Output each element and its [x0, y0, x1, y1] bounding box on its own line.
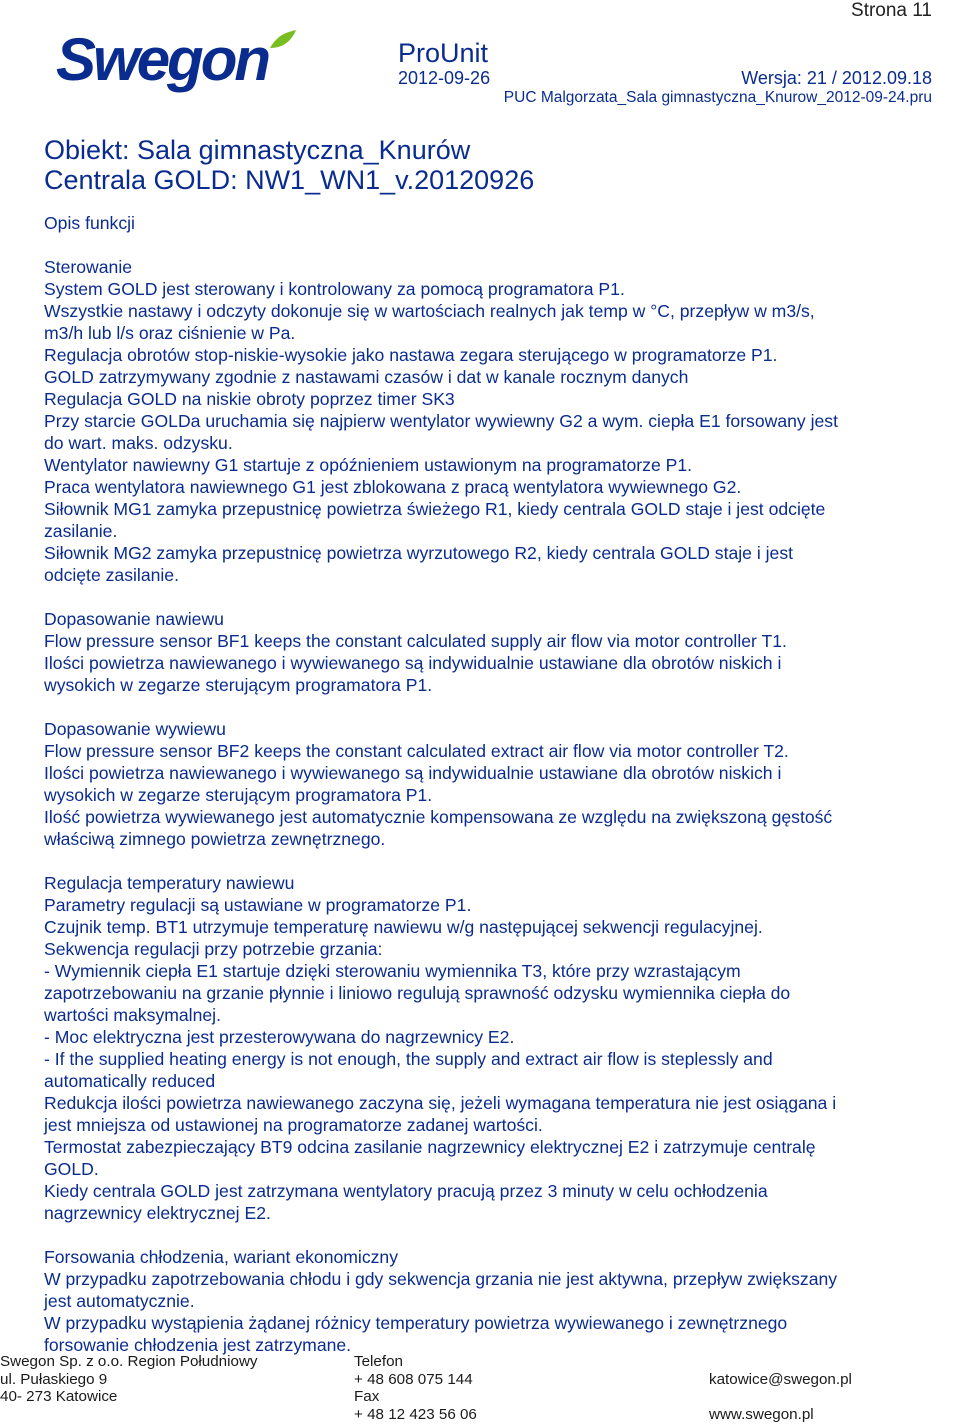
body-line: Regulacja temperatury nawiewu [44, 873, 295, 893]
body-line: GOLD. [44, 1159, 99, 1179]
body-line: Czujnik temp. BT1 utrzymuje temperaturę nawiewu w/g następującej sekwencji regulacyjnej. [44, 917, 763, 937]
body-line: wysokich w zegarze sterującym programatora P1. [44, 785, 433, 805]
body-line: Wentylator nawiewny G1 startuje z opóźnieniem ustawionym na programatorze P1. [44, 455, 693, 475]
blank-line [44, 850, 944, 872]
body-line: automatically reduced [44, 1071, 216, 1091]
body-line: Sekwencja regulacji przy potrzebie grzania: [44, 939, 383, 959]
body-line: zasilanie. [44, 521, 118, 541]
body-line: W przypadku zapotrzebowania chłodu i gdy sekwencja grzania nie jest aktywna, przepływ zwiększany [44, 1269, 838, 1289]
body-line: jest automatycznie. [44, 1291, 195, 1311]
body-line: GOLD zatrzymywany zgodnie z nastawami czasów i dat w kanale rocznym danych [44, 367, 689, 387]
footer-company: Swegon Sp. z o.o. Region Południowy [0, 1353, 258, 1370]
body-line: - Wymiennik ciepła E1 startuje dzięki sterowaniu wymiennika T3, które przy wzrastającym [44, 961, 741, 981]
footer-city: 40- 273 Katowice [0, 1388, 118, 1406]
body-line: odcięte zasilanie. [44, 565, 179, 585]
footer-fax: + 48 12 423 56 06 [354, 1406, 477, 1424]
body-line: forsowanie chłodzenia jest zatrzymane. [44, 1335, 352, 1355]
footer-phone-label: Telefon [354, 1353, 403, 1370]
blank-line [44, 586, 944, 608]
product-version: Wersja: 21 / 2012.09.18 [741, 68, 932, 88]
body-line: do wart. maks. odzysku. [44, 433, 233, 453]
body-line: Sterowanie [44, 257, 133, 277]
body-line: Siłownik MG2 zamyka przepustnicę powietrza wyrzutowego R2, kiedy centrala GOLD staje i jest [44, 543, 794, 563]
body-line: - If the supplied heating energy is not enough, the supply and extract air flow is steplessly and [44, 1049, 773, 1069]
page-footer [0, 1353, 960, 1428]
title-unit: Centrala GOLD: NW1_WN1_v.20120926 [44, 165, 535, 195]
blank-line [44, 234, 944, 256]
body-text [44, 212, 944, 1356]
footer-street: ul. Pułaskiego 9 [0, 1370, 108, 1388]
body-line: Przy starcie GOLDa uruchamia się najpierw wentylator wywiewny G2 a wym. ciepła E1 forsowany jest [44, 411, 838, 431]
page-number: Strona 11 [851, 0, 932, 21]
blank-line [44, 1224, 944, 1246]
body-line: Praca wentylatora nawiewnego G1 jest zblokowana z pracą wentylatora wywiewnego G2. [44, 477, 742, 497]
body-line: Regulacja GOLD na niskie obroty poprzez timer SK3 [44, 389, 455, 409]
product-date: 2012-09-26 [398, 68, 491, 88]
product-name: ProUnit [398, 38, 489, 68]
body-line: Redukcja ilości powietrza nawiewanego zaczyna się, jeżeli wymagana temperatura nie jest osiągana i [44, 1093, 837, 1113]
body-line: Opis funkcji [44, 213, 135, 233]
footer-fax-label: Fax [354, 1388, 380, 1406]
swegon-logo-graphic [56, 26, 301, 98]
body-line: m3/h lub l/s oraz ciśnienie w Pa. [44, 323, 296, 343]
footer-email[interactable]: katowice@swegon.pl [709, 1370, 852, 1388]
footer-phone: + 48 608 075 144 [354, 1370, 473, 1388]
body-line: nagrzewnicy elektrycznej E2. [44, 1203, 271, 1223]
body-line: - Moc elektryczna jest przesterowywana do nagrzewnicy E2. [44, 1027, 515, 1047]
body-line: Regulacja obrotów stop-niskie-wysokie jako nastawa zegara sterującego w programatorze P1. [44, 345, 778, 365]
body-line: jest mniejsza od ustawionej na programatorze zadanej wartości. [44, 1115, 543, 1135]
body-line: Flow pressure sensor BF1 keeps the constant calculated supply air flow via motor controller T1. [44, 631, 787, 651]
body-line: W przypadku wystąpienia żądanej różnicy temperatury powietrza wywiewanego i zewnętrznego [44, 1313, 788, 1333]
body-line: Wszystkie nastawy i odczyty dokonuje się w wartościach realnych jak temp w °C, przepływ w m3/s, [44, 301, 815, 321]
body-line: Ilości powietrza nawiewanego i wywiewanego są indywidualnie ustawiane dla obrotów niskich i [44, 763, 782, 783]
body-line: Ilości powietrza nawiewanego i wywiewanego są indywidualnie ustawiane dla obrotów niskich i [44, 653, 782, 673]
swegon-logo [56, 26, 301, 103]
body-line: wartości maksymalnej. [44, 1005, 221, 1025]
footer-web [709, 1353, 852, 1424]
svg-text:Swegon: Swegon [56, 26, 269, 93]
body-line: Flow pressure sensor BF2 keeps the constant calculated extract air flow via motor controller T2. [44, 741, 789, 761]
body-line: Dopasowanie nawiewu [44, 609, 224, 629]
product-file: PUC Malgorzata_Sala gimnastyczna_Knurow_2012-09-24.pru [503, 89, 932, 106]
blank-line [44, 696, 944, 718]
document-title [44, 135, 534, 195]
body-line: właściwą zimnego powietrza zewnętrznego. [44, 829, 386, 849]
body-line: wysokich w zegarze sterującym programatora P1. [44, 675, 433, 695]
body-line: Kiedy centrala GOLD jest zatrzymana wentylatory pracują przez 3 minuty w celu ochłodzenia [44, 1181, 768, 1201]
body-line: Ilość powietrza wywiewanego jest automatycznie kompensowana ze względu na zwiększoną gęstość [44, 807, 833, 827]
footer-contact [354, 1353, 477, 1424]
body-line: Dopasowanie wywiewu [44, 719, 226, 739]
body-line: Termostat zabezpieczający BT9 odcina zasilanie nagrzewnicy elektrycznej E2 i zatrzymuje centralę [44, 1137, 816, 1157]
body-line: Forsowania chłodzenia, wariant ekonomiczny [44, 1247, 399, 1267]
body-line: System GOLD jest sterowany i kontrolowany za pomocą programatora P1. [44, 279, 625, 299]
body-line: Siłownik MG1 zamyka przepustnicę powietrza świeżego R1, kiedy centrala GOLD staje i jest odcięte [44, 499, 826, 519]
footer-website[interactable]: www.swegon.pl [709, 1406, 814, 1424]
body-line: Parametry regulacji są ustawiane w programatorze P1. [44, 895, 472, 915]
title-object: Obiekt: Sala gimnastyczna_Knurów [44, 135, 471, 165]
footer-address [0, 1353, 258, 1406]
body-line: zapotrzebowaniu na grzanie płynnie i liniowo regulują sprawność odzysku wymiennika ciepła do [44, 983, 791, 1003]
